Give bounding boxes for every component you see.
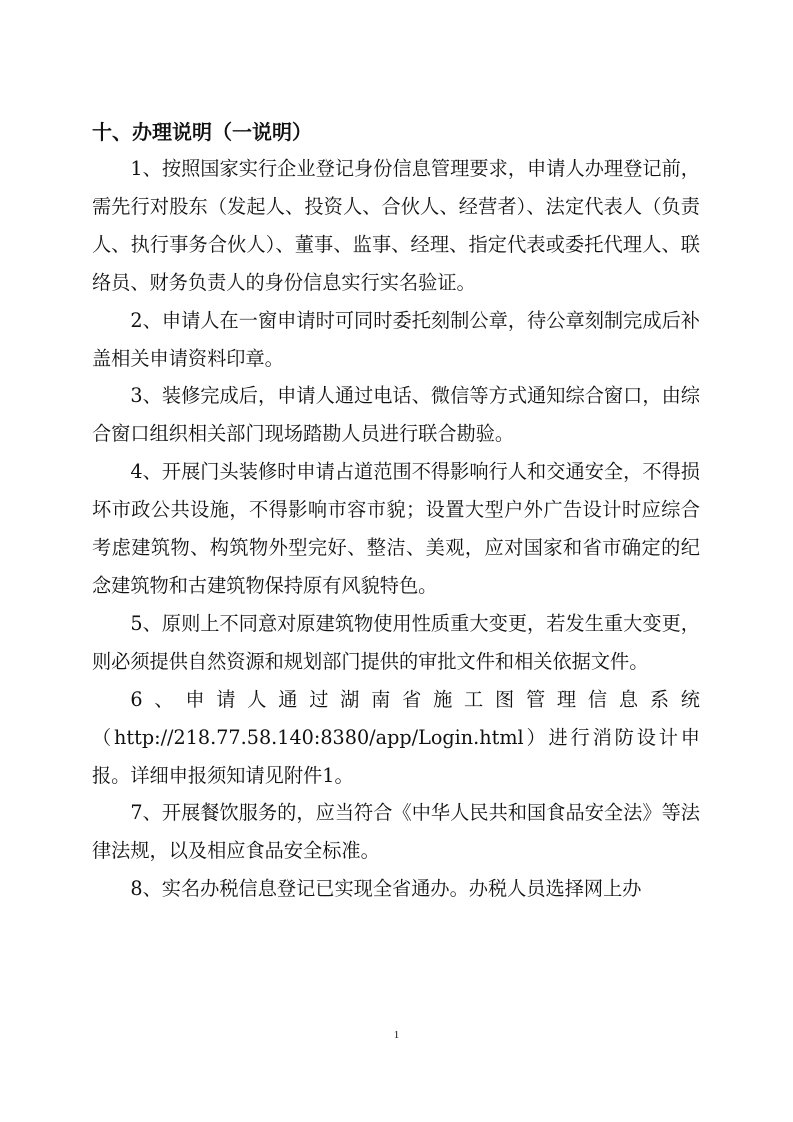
paragraph-5: 5、原则上不同意对原建筑物使用性质重大变更，若发生重大变更，则必须提供自然资源和规划部门提供的审批文件和相关依据文件。	[92, 611, 700, 673]
paragraph-1: 1、按照国家实行企业登记身份信息管理要求，申请人办理登记前，需先行对股东（发起人、投资人、合伙人、经营者）、法定代表人（负责人、执行事务合伙人）、董事、监事、经理、指定代表或委托代理人、联络员、财务负责人的身份信息实行实名验证。	[92, 157, 700, 294]
paragraph-6: 6、申请人通过湖南省施工图管理信息系统（http://218.77.58.140:8380/app/Login.html）进行消防设计申报。详细申报须知请见附件1。	[92, 687, 700, 787]
paragraph-2: 2、申请人在一窗申请时可同时委托刻制公章，待公章刻制完成后补盖相关申请资料印章。	[92, 308, 700, 370]
section-heading: 十、办理说明（一说明）	[92, 120, 312, 144]
paragraph-4: 4、开展门头装修时申请占道范围不得影响行人和交通安全，不得损坏市政公共设施，不得影响市容市貌；设置大型户外广告设计时应综合考虑建筑物、构筑物外型完好、整洁、美观，应对国家和省市确定的纪念建筑物和古建筑物保持原有风貌特色。	[92, 460, 700, 597]
document-body	[92, 150, 700, 908]
paragraph-8: 8、实名办税信息登记已实现全省通办。办税人员选择网上办	[130, 877, 642, 901]
paragraph-7: 7、开展餐饮服务的，应当符合《中华人民共和国食品安全法》等法律法规，以及相应食品安全标准。	[92, 801, 700, 863]
page-number: 1	[393, 1029, 400, 1041]
paragraph-3: 3、装修完成后，申请人通过电话、微信等方式通知综合窗口，由综合窗口组织相关部门现场踏勘人员进行联合勘验。	[92, 384, 700, 446]
